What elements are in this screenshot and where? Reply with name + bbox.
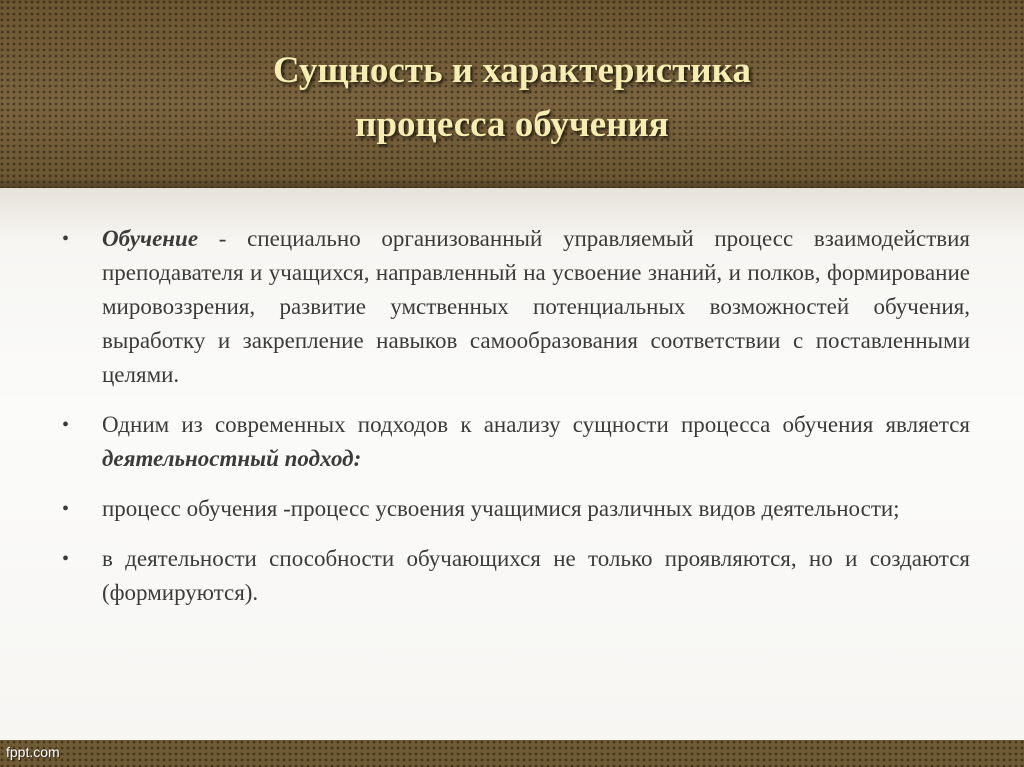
watermark-text: fppt.com: [6, 744, 60, 760]
bullet-item-2: [62, 408, 970, 476]
slide-title-line-2: процесса обучения: [355, 104, 669, 145]
bullet-icon: •: [62, 228, 70, 250]
bullet-text-1: [102, 222, 970, 392]
bullet-text-4: в деятельности способности обучающихся не только проявляются, но и создаются (формируются).: [102, 546, 970, 605]
bullet-item-4: [62, 542, 970, 610]
slide-title-line-1: Сущность и характеристика: [273, 50, 751, 91]
slide-footer: [0, 740, 1024, 767]
bullet-list: [62, 222, 970, 626]
bullet-lead-term: Обучение: [102, 226, 199, 251]
bullet-icon: •: [62, 498, 70, 520]
bullet-text-3: процесс обучения -процесс усвоения учащимися различных видов деятельности;: [102, 496, 900, 521]
bullet-icon: •: [62, 414, 70, 436]
slide-title: [0, 44, 1024, 152]
bullet-icon: •: [62, 548, 70, 570]
bullet-text-2: [102, 408, 970, 476]
bullet-item-3: [62, 492, 970, 526]
bullet-emphasis: деятельностный подход:: [102, 446, 362, 471]
bullet-item-1: [62, 222, 970, 392]
bullet-body-2: Одним из современных подходов к анализу сущности процесса обучения является: [102, 412, 970, 437]
bullet-body-1: - специально организованный управляемый процесс взаимодействия преподавателя и учащихся, направленный на усвоение знаний, и полков, формирование мировоззрения, развитие умственных потенциальных возможностей обучения, выработку и закрепление навыков самообразования соответствии с поставленными целями.: [102, 226, 970, 387]
